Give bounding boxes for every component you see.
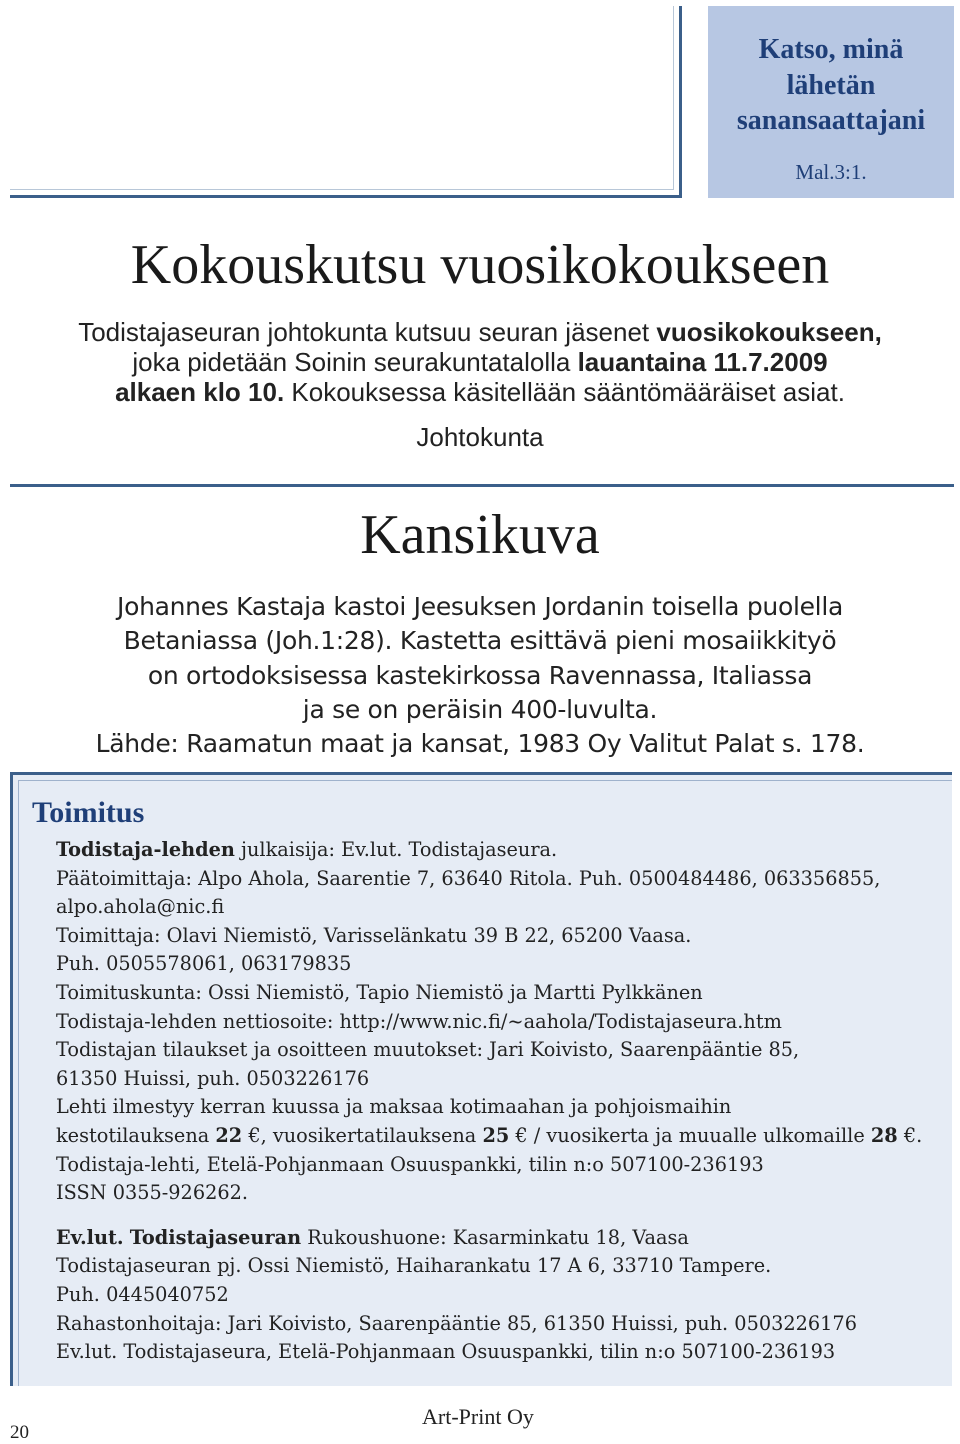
info-line: Todistajaseuran pj. Ossi Niemistö, Haiharankatu 17 A 6, 33710 Tampere. bbox=[56, 1254, 772, 1278]
printer-credit: Art-Print Oy bbox=[422, 1404, 534, 1429]
info-line: Päätoimittaja: Alpo Ahola, Saarentie 7, 63640 Ritola. Puh. 0500484486, 063356855, bbox=[56, 866, 881, 890]
info-line: Puh. 0445040752 bbox=[56, 1282, 229, 1306]
cover-description bbox=[0, 590, 960, 761]
info-line: Todistaja-lehden nettiosoite: http://www.nic.fi/~aahola/Todistajaseura.htm bbox=[56, 1009, 782, 1033]
bible-quote-box bbox=[708, 6, 954, 198]
box-border-left bbox=[10, 772, 13, 1386]
prayer-house-line: Ev.lut. Todistajaseuran Rukoushuone: Kasarminkatu 18, Vaasa bbox=[56, 1225, 689, 1249]
cover-line: ja se on peräisin 400-luvulta. bbox=[302, 694, 658, 724]
info-line: alpo.ahola@nic.fi bbox=[56, 895, 225, 919]
frame-border-right bbox=[679, 6, 682, 198]
info-line: Rahastonhoitaja: Jari Koivisto, Saarenpääntie 85, 61350 Huissi, puh. 0503226176 bbox=[56, 1311, 857, 1335]
invitation-title: Kokouskutsu vuosikokoukseen bbox=[130, 234, 830, 296]
quote-line: lähetän bbox=[786, 69, 876, 101]
price-line: kestotilauksena 22 €, vuosikertatilauksena 25 € / vuosikerta ja muualle ulkomaille 28 €. bbox=[56, 1123, 923, 1147]
info-line: Toimittaja: Olavi Niemistö, Varisselänkatu 39 B 22, 65200 Vaasa. bbox=[56, 923, 692, 947]
publisher-line: Todistaja-lehden julkaisija: Ev.lut. Todistajaseura. bbox=[56, 838, 558, 861]
page-number: 20 bbox=[10, 1422, 29, 1443]
quote-text bbox=[708, 32, 954, 139]
quote-line: Katso, minä bbox=[758, 34, 904, 65]
frame-inner-line-bottom bbox=[10, 189, 674, 190]
cover-line: Lähde: Raamatun maat ja kansat, 1983 Oy Valitut Palat s. 178. bbox=[95, 729, 865, 758]
spacer bbox=[56, 1208, 936, 1224]
cover-title: Kansikuva bbox=[360, 504, 600, 566]
invitation-text bbox=[0, 318, 960, 408]
quote-line: sanansaattajani bbox=[736, 105, 926, 137]
info-line: Lehti ilmestyy kerran kuussa ja maksaa kotimaahan ja pohjoismaihin bbox=[56, 1095, 732, 1119]
frame-border-bottom bbox=[10, 195, 682, 198]
cover-line: Betaniassa (Joh.1:28). Kastetta esittävä pieni mosaiikkityö bbox=[123, 626, 837, 656]
box-border-top bbox=[10, 772, 952, 775]
box-inner-line-left bbox=[18, 780, 19, 1386]
editorial-info-box bbox=[10, 772, 952, 1386]
info-line: ISSN 0355-926262. bbox=[56, 1181, 249, 1205]
editorial-details bbox=[56, 836, 936, 1367]
invitation-line-3: alkaen klo 10. Kokouksessa käsitellään sääntömääräiset asiat. bbox=[115, 376, 845, 407]
quote-reference: Mal.3:1. bbox=[795, 160, 867, 184]
info-line: 61350 Huissi, puh. 0503226176 bbox=[56, 1066, 370, 1090]
cover-line: Johannes Kastaja kastoi Jeesuksen Jordanin toisella puolella bbox=[117, 592, 843, 621]
info-line: Todistaja-lehti, Etelä-Pohjanmaan Osuuspankki, tilin n:o 507100-236193 bbox=[56, 1152, 764, 1176]
info-line: Puh. 0505578061, 063179835 bbox=[56, 952, 352, 976]
info-line: Toimituskunta: Ossi Niemistö, Tapio Niemistö ja Martti Pylkkänen bbox=[56, 980, 703, 1004]
editorial-heading: Toimitus bbox=[32, 796, 145, 829]
info-line: Todistajan tilaukset ja osoitteen muutokset: Jari Koivisto, Saarenpääntie 85, bbox=[56, 1038, 800, 1062]
cover-image-frame bbox=[10, 6, 682, 198]
section-divider bbox=[10, 484, 954, 487]
frame-inner-line-right bbox=[673, 6, 674, 190]
invitation-line-2: joka pidetään Soinin seurakuntatalolla lauantaina 11.7.2009 bbox=[132, 346, 828, 377]
box-inner-line-top bbox=[18, 780, 952, 781]
cover-line: on ortodoksisessa kastekirkossa Ravennassa, Italiassa bbox=[147, 660, 813, 690]
info-line: Ev.lut. Todistajaseura, Etelä-Pohjanmaan Osuuspankki, tilin n:o 507100-236193 bbox=[56, 1340, 836, 1364]
invitation-line-1: Todistajaseuran johtokunta kutsuu seuran jäsenet vuosikokoukseen, bbox=[78, 317, 882, 347]
invitation-signoff: Johtokunta bbox=[416, 422, 544, 452]
